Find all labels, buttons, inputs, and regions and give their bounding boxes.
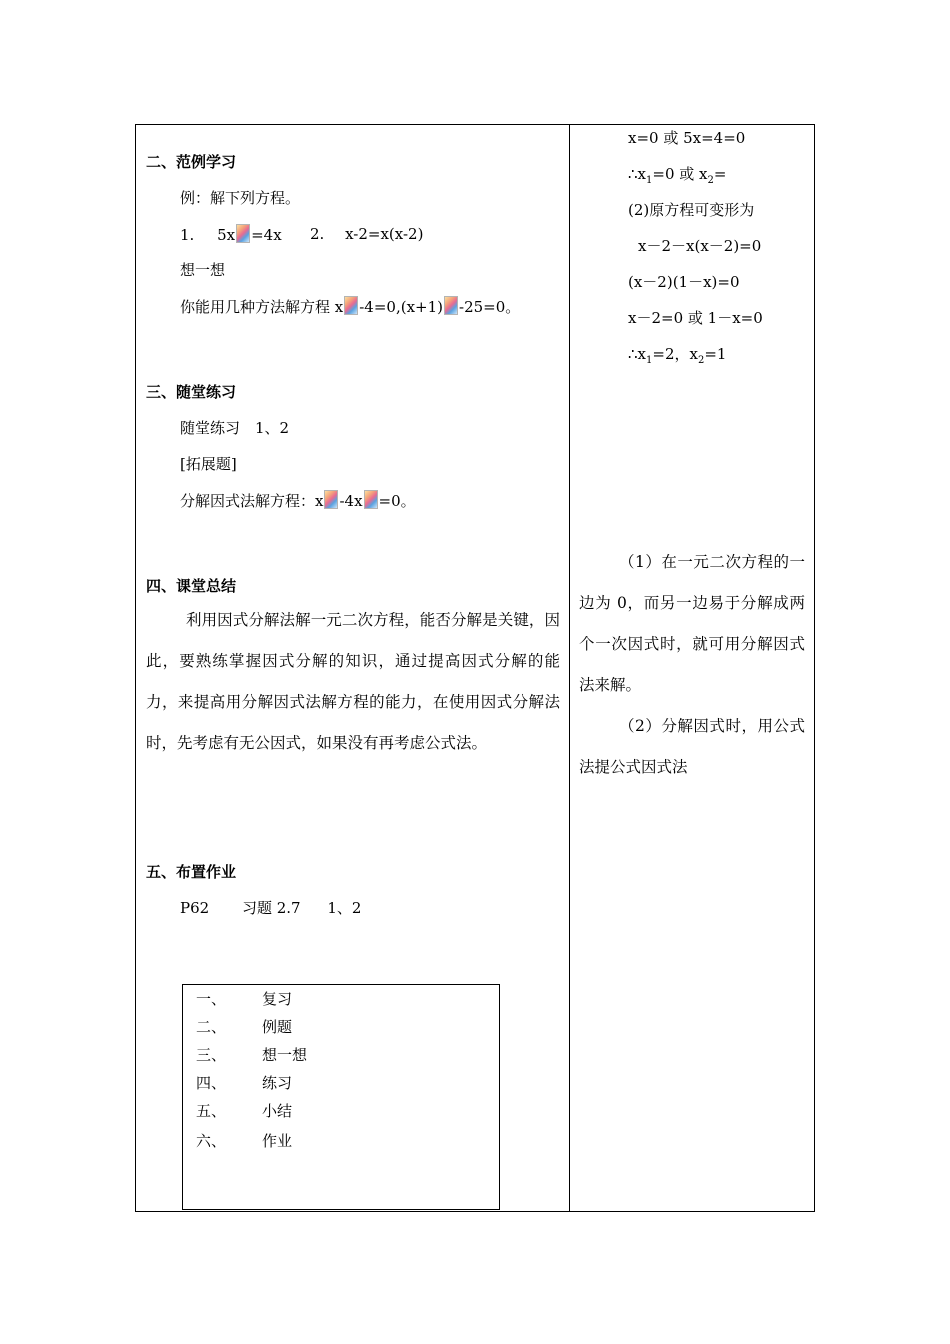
extension-part-a: 分解因式法解方程：x xyxy=(180,492,324,510)
equation-1-number: 1. xyxy=(180,226,195,244)
section-2-heading: 二、范例学习 xyxy=(146,153,237,171)
question-part-b: -4=0,(x+1) xyxy=(359,298,444,316)
line-7-part-c: =1 xyxy=(704,345,727,363)
extension-part-b: -4x xyxy=(339,492,363,510)
line-2-part-c: = xyxy=(713,165,727,183)
outline-number: 五、 xyxy=(196,1102,227,1120)
broken-image-icon xyxy=(444,296,458,315)
column-divider xyxy=(569,124,570,1212)
outline-number: 三、 xyxy=(196,1046,227,1064)
line-2-sub-2: 2 xyxy=(707,175,714,186)
example-equation-1 xyxy=(180,224,282,245)
solution-line-2 xyxy=(628,164,726,191)
line-2-part-a: ∴x xyxy=(628,165,647,183)
equation-2-text: x-2=x(x-2) xyxy=(345,225,424,243)
outline-item xyxy=(196,1017,293,1037)
section-5-heading: 五、布置作业 xyxy=(146,863,237,881)
outline-item xyxy=(196,1073,293,1093)
outline-label: 例题 xyxy=(262,1018,293,1036)
broken-image-icon xyxy=(324,490,338,509)
homework-problems: 1、2 xyxy=(327,899,362,917)
broken-image-icon xyxy=(344,296,358,315)
question-part-c: -25=0。 xyxy=(459,298,521,316)
outline-item xyxy=(196,1101,293,1121)
extension-label: [拓展题] xyxy=(180,455,237,473)
line-7-part-b: =2，x xyxy=(652,345,698,363)
method-note-1: （1）在一元二次方程的一边为 0，而另一边易于分解成两个一次因式时，就可用分解因式法来解。 xyxy=(579,553,805,694)
example-equation-2 xyxy=(310,224,423,244)
solution-line-3: (2)原方程可变形为 xyxy=(628,201,755,219)
equation-1-left: 5x xyxy=(217,226,236,244)
outline-label: 想一想 xyxy=(262,1046,308,1064)
solution-line-5: (x－2)(1－x)=0 xyxy=(628,273,740,291)
outline-label: 小结 xyxy=(262,1102,293,1120)
line-7-part-a: ∴x xyxy=(628,345,647,363)
outline-label: 作业 xyxy=(262,1132,293,1150)
outline-number: 一、 xyxy=(196,990,227,1008)
broken-image-icon xyxy=(364,490,378,509)
think-label: 想一想 xyxy=(180,261,226,279)
line-2-part-b: =0 或 x xyxy=(652,165,708,183)
outline-label: 练习 xyxy=(262,1074,293,1092)
section-3-heading: 三、随堂练习 xyxy=(146,383,237,401)
think-question xyxy=(180,296,520,317)
line-7-sub-2: 2 xyxy=(697,355,705,366)
example-intro: 例：解下列方程。 xyxy=(180,189,301,207)
outline-item xyxy=(196,1131,293,1151)
solution-line-4: x－2－x(x－2)=0 xyxy=(638,237,762,255)
broken-image-icon xyxy=(236,224,250,243)
solution-line-7 xyxy=(628,344,726,371)
line-7-sub-1: 1 xyxy=(646,355,653,366)
solution-line-6: x－2=0 或 1－x=0 xyxy=(628,309,763,327)
section-4-heading: 四、课堂总结 xyxy=(146,577,237,595)
line-2-sub-1: 1 xyxy=(646,175,653,186)
equation-1-right: =4x xyxy=(251,226,282,244)
solution-line-1: x=0 或 5x=4=0 xyxy=(628,129,746,147)
extension-problem xyxy=(180,490,416,511)
method-note-2: （2）分解因式时，用公式法提公式因式法 xyxy=(579,717,805,776)
question-part-a: 你能用几种方法解方程 x xyxy=(180,298,344,316)
outline-number: 二、 xyxy=(196,1018,227,1036)
outline-item xyxy=(196,1045,308,1065)
outline-number: 六、 xyxy=(196,1132,227,1150)
board-outline-box xyxy=(182,984,500,1210)
outline-label: 复习 xyxy=(262,990,293,1008)
practice-line: 随堂练习 1、2 xyxy=(180,419,290,437)
extension-part-c: =0。 xyxy=(378,492,416,510)
summary-paragraph: 利用因式分解法解一元二次方程，能否分解是关键，因此，要熟练掌握因式分解的知识，通过提高因式分解的能力，来提高用分解因式法解方程的能力，在使用因式分解法时，先考虑有无公因式，如果没有再考虑公式法。 xyxy=(146,611,560,752)
outline-item xyxy=(196,989,293,1009)
homework-line xyxy=(180,898,361,918)
equation-2-number: 2. xyxy=(310,225,325,243)
homework-page: P62 xyxy=(180,899,210,917)
homework-exercise: 习题 2.7 xyxy=(241,899,301,917)
outline-number: 四、 xyxy=(196,1074,227,1092)
